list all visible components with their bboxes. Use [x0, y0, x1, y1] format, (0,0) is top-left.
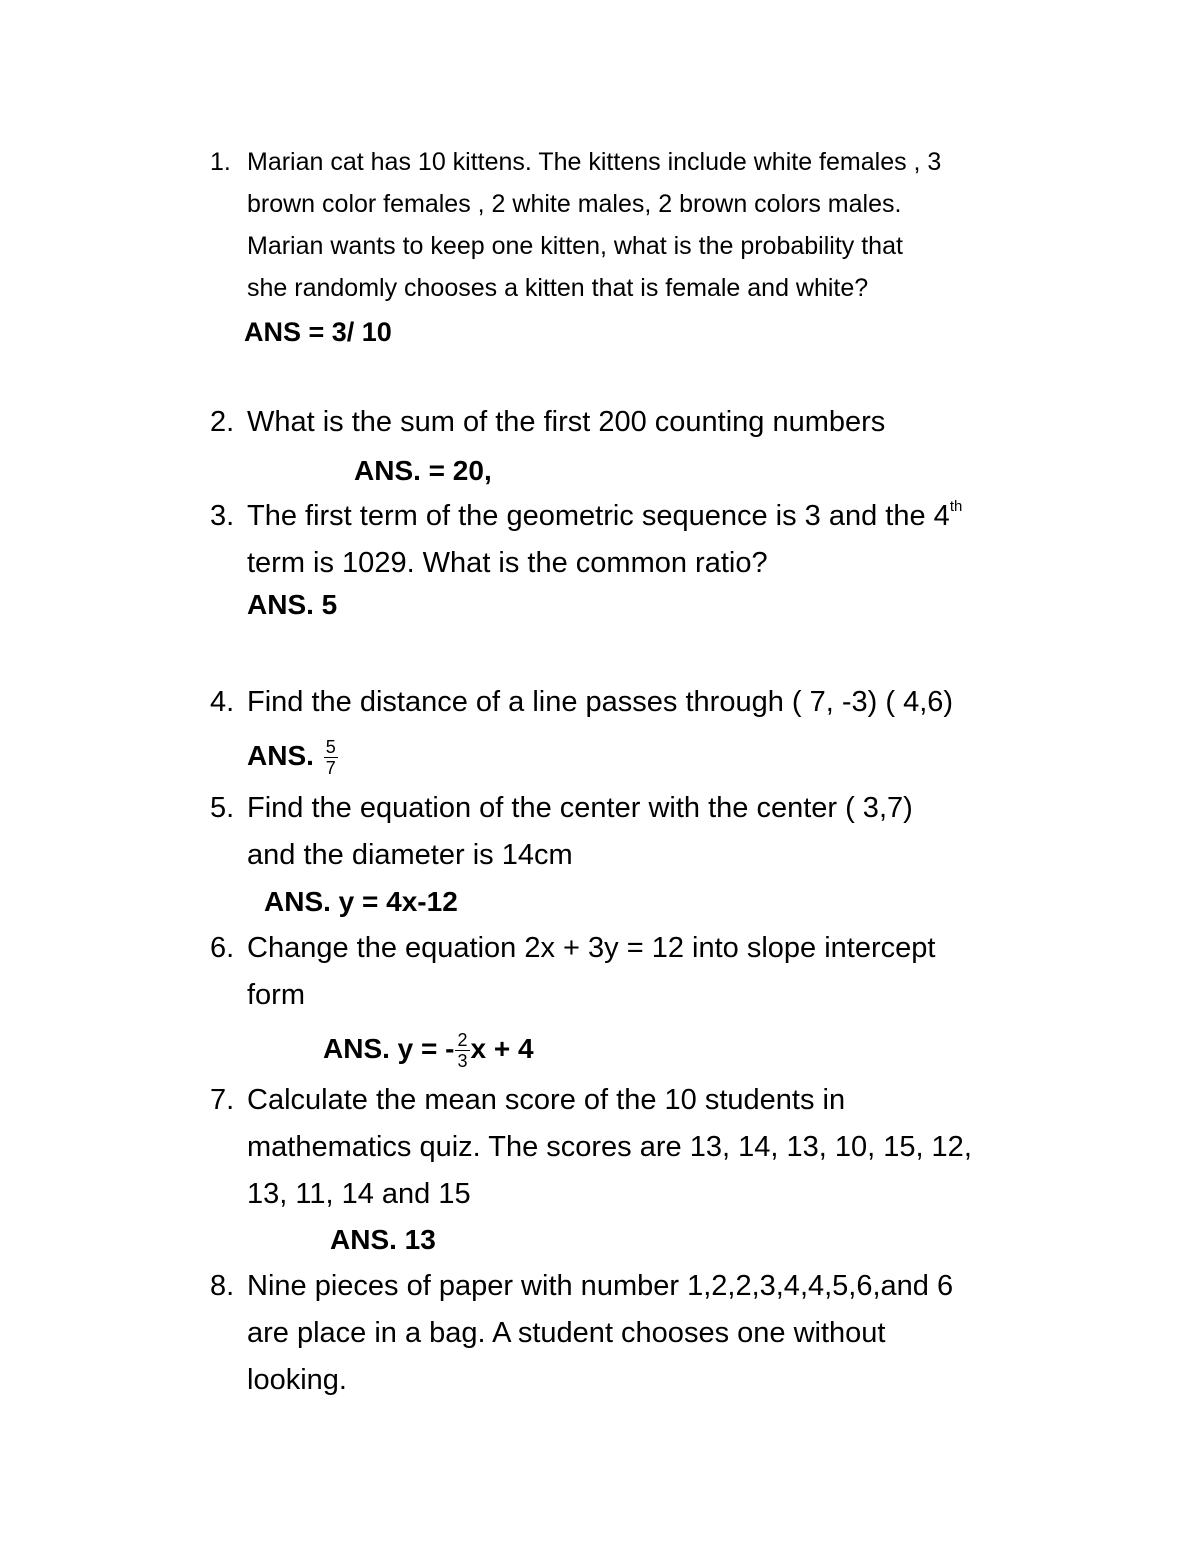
question-text-line: she randomly chooses a kitten that is female and white? [247, 274, 869, 302]
answer: ANS = 3/ 10 [244, 317, 392, 347]
question-number: 4. [210, 686, 235, 718]
question-text-line: mathematics quiz. The scores are 13, 14, 13, 10, 15, 12, [247, 1131, 972, 1163]
question-number: 8. [210, 1270, 235, 1302]
answer: ANS. y = 4x-12 [264, 886, 458, 917]
answer [247, 729, 340, 783]
ordinal-suffix: th [949, 498, 963, 515]
question-text-line: Change the equation 2x + 3y = 12 into slope intercept [247, 932, 936, 964]
question-text-line: term is 1029. What is the common ratio? [247, 547, 768, 579]
question-number: 1. [210, 148, 231, 176]
answer: ANS. = 20, [354, 455, 492, 486]
question-text-line: 13, 11, 14 and 15 [247, 1178, 471, 1210]
answer-fraction [324, 737, 338, 778]
question-text-line: Marian wants to keep one kitten, what is the probability that [247, 232, 903, 260]
fraction-denominator: 7 [325, 758, 336, 779]
answer-label: ANS. [247, 740, 314, 771]
answer: ANS. 5 [247, 589, 338, 620]
answer-fraction [455, 1030, 469, 1071]
question-text-line: brown color females , 2 white males, 2 brown colors males. [247, 190, 902, 218]
question-text-line: are place in a bag. A student chooses one without [247, 1317, 886, 1349]
question-number: 2. [210, 406, 235, 438]
question-number: 6. [210, 932, 235, 964]
question-text-line: Nine pieces of paper with number 1,2,2,3,4,4,5,6,and 6 [247, 1270, 954, 1302]
question-text-line: Marian cat has 10 kittens. The kittens include white females , 3 [247, 148, 942, 176]
question-text-line: Find the equation of the center with the center ( 3,7) [247, 792, 913, 824]
answer-suffix: x + 4 [470, 1033, 534, 1064]
answer: ANS. 13 [330, 1224, 436, 1255]
question-text-line [247, 493, 962, 540]
question-text-line: looking. [247, 1364, 347, 1396]
question-text: The first term of the geometric sequence is 3 and the 4 [247, 500, 950, 532]
question-text-line: Find the distance of a line passes through ( 7, -3) ( 4,6) [247, 686, 954, 718]
answer-label: ANS. y = - [323, 1033, 455, 1064]
question-number: 3. [210, 500, 235, 532]
fraction-numerator: 2 [457, 1030, 468, 1051]
question-text-line: Calculate the mean score of the 10 students in [247, 1084, 846, 1116]
question-text-line: What is the sum of the first 200 counting numbers [247, 406, 886, 438]
fraction-numerator: 5 [325, 737, 336, 758]
fraction-denominator: 3 [457, 1051, 468, 1072]
question-number: 5. [210, 792, 235, 824]
answer [323, 1022, 534, 1076]
question-text-line: and the diameter is 14cm [247, 839, 573, 871]
question-text-line: form [247, 979, 305, 1011]
question-number: 7. [210, 1084, 235, 1116]
